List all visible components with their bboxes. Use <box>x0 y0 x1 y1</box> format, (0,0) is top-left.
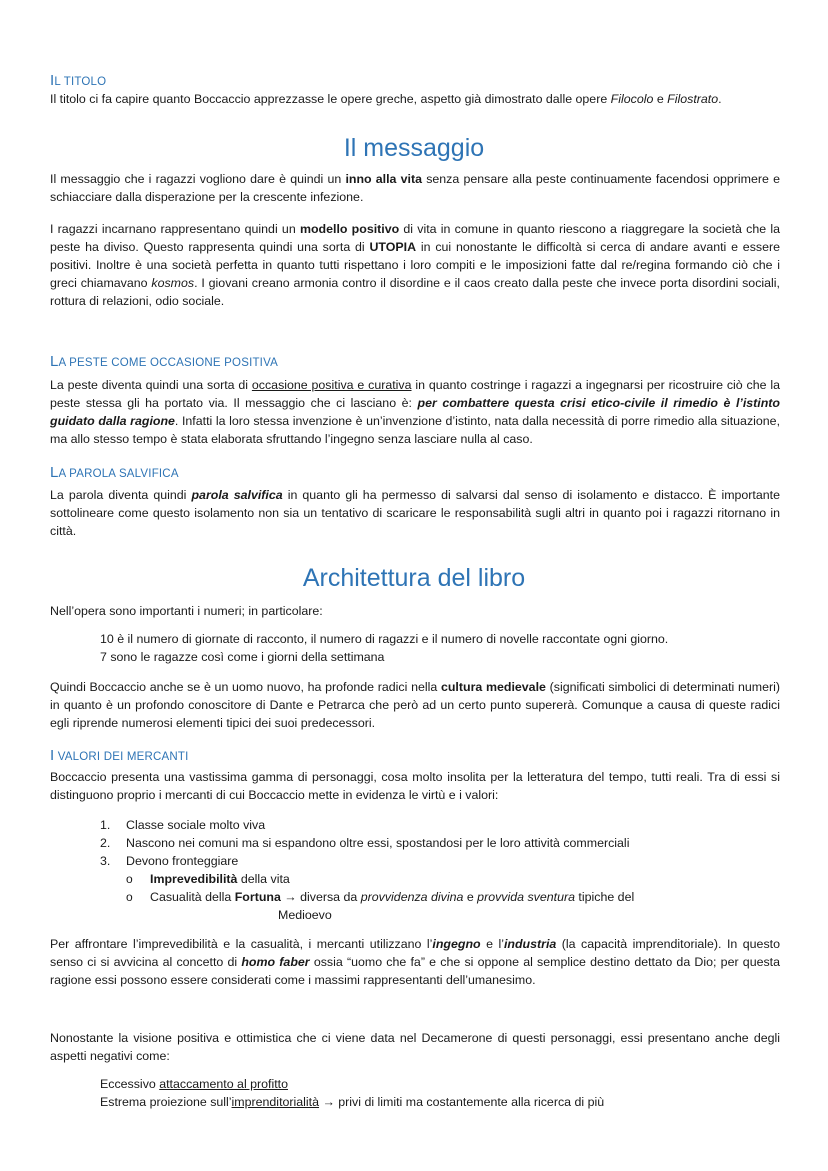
paragraph-architettura: Quindi Boccaccio anche se è un uomo nuovo, ha profonde radici nella cultura medievale (significati simbolici di determinati numeri) in quanto è un profondo conoscitore di Dante e Petrarca che però ad un certo punto supererà. Comunque a causa di queste radici egli riprende numerosi elementi tipici dei suoi predecessori. <box>50 680 780 730</box>
paragraph-mercanti-intro: Boccaccio presenta una vastissima gamma di personaggi, cosa molto insolita per la letteratura del tempo, tutti reali. Tra di essi si distinguono proprio i mercanti di cui Boccaccio mette in evidenza le virtù e i valori: <box>50 770 780 802</box>
paragraph-negativi: Nonostante la visione positiva e ottimistica che ci viene data nel Decamerone di questi personaggi, essi presentano anche degli aspetti negativi come: <box>50 1031 780 1063</box>
bullet-icon: o <box>126 890 133 904</box>
sub-list-item-imprevedibilita: Imprevedibilità della vita <box>150 872 290 886</box>
heading-messaggio: Il messaggio <box>343 134 485 162</box>
list-item-7: 7 sono le ragazze così come i giorni della settimana <box>100 650 385 664</box>
paragraph-messaggio-1: Il messaggio che i ragazzi vogliono dare è quindi un inno alla vita senza pensare alla peste continuamente facendosi opprimere e schiacciare dalla disperazione per la crescente infezione. <box>50 172 780 204</box>
paragraph-peste: La peste diventa quindi una sorta di occasione positiva e curativa in quanto costringe i ragazzi a ingegnarsi per ricostruire ciò che la peste stessa gli ha portato via. Il messaggio che ci lasciano è: per combattere questa crisi etico-civile il rimedio è l’istinto guidato dalla ragione. Infatti la loro stessa invenzione è un’invenzione d’istinto, nata dalla necessità di porre rimedio alla situazione, ma allo stesso tempo è stata elaborata sfruttando l’ingegno senza lasciare nulla al caso. <box>50 378 781 446</box>
bullet-icon: o <box>126 872 133 886</box>
list-item: Nascono nei comuni ma si espandono oltre essi, spostandosi per le loro attività commerciali <box>126 836 630 850</box>
paragraph-mercanti: Per affrontare l’imprevedibilità e la casualità, i mercanti utilizzano l’ingegno e l’industria (la capacità imprenditoriale). In questo senso ci si avvicina al concetto di homo faber ossia “uomo che fa” e che si oppone al semplice destino dettato da Dio; per questa ragione essi possono essere considerati come i massimi rappresentanti dell’umanesimo. <box>50 937 780 987</box>
list-item-10: 10 è il numero di giornate di racconto, il numero di ragazzi e il numero di novelle raccontate ogni giorno. <box>100 632 669 646</box>
paragraph-messaggio-2: I ragazzi incarnano rappresentano quindi un modello positivo di vita in comune in quanto riescono a riaggregare la società che la peste ha diviso. Questo rappresenta quindi una sorta di UTOPIA in cui nonostante le difficoltà si cerca di andare avanti e essere positivi. Inoltre è una società perfetta in quanto tutti rispettano i loro compiti e le imposizioni fatte dal re/regina formando ciò che i greci chiamavano kosmos. I giovani creano armonia contro il disordine e il caos creato dalla peste che invece porta disordini sociali, rottura di relazioni, odio sociale. <box>50 222 780 308</box>
list-number: 1. <box>100 818 111 832</box>
list-item: Devono fronteggiare <box>126 854 239 868</box>
list-item-profitto: Eccessivo attaccamento al profitto <box>100 1077 289 1091</box>
list-number: 3. <box>100 854 111 868</box>
list-item: Classe sociale molto viva <box>126 818 266 832</box>
paragraph-parola: La parola diventa quindi parola salvifica in quanto gli ha permesso di salvarsi dal senso di isolamento e distacco. È importante sottolineare come questo isolamento non sia un tentativo di scaricare le responsabilità sugli altri in quanto poi i ragazzi ritornano in città. <box>50 488 780 538</box>
heading-architettura: Architettura del libro <box>302 564 526 592</box>
sub-list-item-continuation: Medioevo <box>278 908 332 922</box>
paragraph-architettura-intro: Nell’opera sono importanti i numeri; in particolare: <box>50 604 323 618</box>
section-heading-mercanti: I VALORI DEI MERCANTI <box>50 747 189 764</box>
paragraph-titolo: Il titolo ci fa capire quanto Boccaccio apprezzasse le opere greche, aspetto già dimostrato dalle opere Filocolo e Filostrato. <box>50 92 722 106</box>
section-heading-parola: LA PAROLA SALVIFICA <box>50 464 179 481</box>
section-heading-peste: LA PESTE COME OCCASIONE POSITIVA <box>50 353 278 370</box>
sub-list-item-fortuna: Casualità della Fortuna → diversa da provvidenza divina e provvida sventura tipiche del <box>150 890 635 904</box>
list-item-imprenditorialita: Estrema proiezione sull’imprenditorialità → privi di limiti ma costantemente alla ricerca di più <box>100 1095 605 1109</box>
section-heading-titolo: IL TITOLO <box>50 72 107 89</box>
list-number: 2. <box>100 836 111 850</box>
